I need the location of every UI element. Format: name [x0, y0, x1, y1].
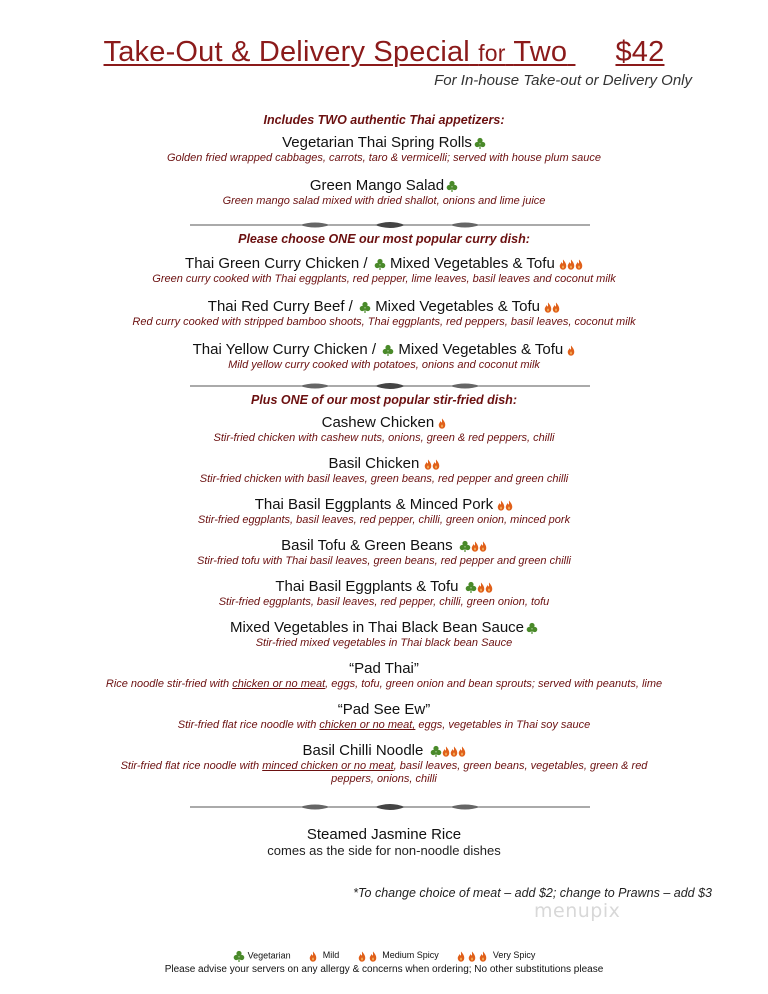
chili-icon — [358, 951, 366, 962]
menu-item — [0, 537, 768, 568]
item-description: Green mango salad mixed with dried shallot, onions and lime juice — [222, 195, 546, 207]
item-description: Red curry cooked with stripped bamboo shoots, Thai eggplants, red peppers, basil leaves, coconut milk — [132, 316, 636, 329]
menu-item — [0, 742, 768, 786]
desc-underlined: chicken or no meat, — [319, 719, 416, 732]
legend-label: Very Spicy — [492, 950, 536, 961]
item-name: Cashew Chicken — [321, 414, 435, 431]
item-name: Vegetarian Thai Spring Rolls — [282, 134, 472, 151]
menu-item — [0, 619, 768, 650]
title-price: $42 — [615, 36, 665, 68]
vegetarian-icon — [233, 950, 245, 962]
vegetarian-icon — [382, 344, 394, 356]
spice-level — [424, 455, 440, 473]
menu-item — [0, 455, 768, 486]
chili-icon — [438, 418, 446, 429]
legend-label: Mild — [322, 950, 340, 961]
item-name-meat: Thai Green Curry Chicken / — [185, 255, 368, 272]
desc-text: , basil leaves, green beans, vegetables, green & red — [393, 760, 648, 773]
legend-label: Medium Spicy — [382, 950, 439, 961]
desc-text: Stir-fried flat rice noodle with — [177, 719, 320, 732]
page-title — [0, 36, 768, 69]
chili-icon — [485, 582, 493, 593]
chili-icon — [457, 950, 490, 961]
chili-icon — [559, 259, 567, 270]
vegetarian-icon — [374, 258, 386, 270]
footer-note: Please advise your servers on any allergy & concerns when ordering; No other substitutions please — [164, 964, 604, 975]
chili-icon — [575, 259, 583, 270]
spice-level — [477, 578, 493, 596]
title-main: Take-Out & Delivery Special — [103, 36, 470, 68]
item-description — [0, 678, 768, 691]
rice-section — [0, 826, 768, 858]
desc-text: Stir-fried flat rice noodle with — [120, 760, 263, 773]
chili-icon — [479, 951, 487, 962]
chili-icon — [432, 459, 440, 470]
legend-medium — [358, 950, 439, 961]
chili-icon — [369, 951, 377, 962]
curry-section — [0, 231, 768, 372]
desc-text: eggs, vegetables in Thai soy sauce — [415, 719, 591, 732]
spice-level — [544, 298, 560, 316]
menu-item — [0, 298, 768, 329]
vegetarian-icon — [446, 180, 458, 192]
stirfry-section — [0, 392, 768, 786]
item-name: Basil Chilli Noodle — [302, 742, 424, 760]
menu-item — [0, 341, 768, 372]
vegetarian-icon — [465, 581, 477, 593]
vegetarian-icon — [474, 137, 486, 149]
menu-item — [0, 701, 768, 732]
watermark: menupix — [534, 900, 621, 922]
spice-level — [559, 255, 583, 273]
curry-heading: Please choose ONE our most popular curry dish: — [238, 232, 530, 246]
item-description — [0, 719, 768, 732]
item-description: Stir-fried mixed vegetables in Thai black bean Sauce — [255, 637, 513, 650]
chili-icon — [424, 459, 432, 470]
item-description: Stir-fried eggplants, basil leaves, red pepper, chilli, green onion, tofu — [218, 596, 550, 609]
stirfry-heading: Plus ONE of our most popular stir-fried dish: — [251, 393, 517, 407]
spice-level — [442, 742, 466, 760]
item-description: Golden fried wrapped cabbages, carrots, taro & vermicelli; served with house plum sauce — [166, 152, 602, 164]
chili-icon — [358, 950, 380, 961]
chili-icon — [567, 259, 575, 270]
vegetarian-icon — [526, 622, 538, 634]
vegetarian-icon — [359, 301, 371, 313]
desc-text: , eggs, tofu, green onion and bean sprouts; served with peanuts, lime — [325, 678, 663, 691]
legend-label: Vegetarian — [247, 950, 291, 961]
vegetarian-icon — [430, 745, 442, 757]
chili-icon — [309, 951, 317, 962]
menu-item — [0, 134, 768, 165]
item-name: “Pad Thai” — [349, 660, 419, 678]
desc-text: peppers, onions, chilli — [331, 773, 437, 786]
rice-description: comes as the side for non-noodle dishes — [267, 843, 501, 858]
desc-text: Rice noodle stir-fried with — [105, 678, 233, 691]
item-name-meat: Thai Red Curry Beef / — [207, 298, 353, 316]
item-name-veg: Mixed Vegetables & Tofu — [398, 341, 564, 359]
menu-item — [0, 177, 768, 208]
chili-icon — [458, 746, 466, 757]
item-name-veg: Mixed Vegetables & Tofu — [389, 255, 555, 272]
item-name-meat: Thai Yellow Curry Chicken / — [192, 341, 377, 359]
ornament-divider — [190, 220, 590, 230]
item-name: Basil Tofu & Green Beans — [281, 537, 453, 555]
chili-icon — [442, 746, 450, 757]
chili-icon — [552, 302, 560, 313]
spice-level — [497, 496, 513, 514]
chili-icon — [479, 541, 487, 552]
desc-underlined: minced chicken or no meat — [262, 760, 394, 773]
ornament-divider — [190, 802, 590, 812]
chili-icon — [544, 302, 552, 313]
item-name: Basil Chicken — [328, 455, 420, 473]
vegetarian-icon — [459, 540, 471, 552]
chili-icon — [450, 746, 458, 757]
item-name: “Pad See Ew” — [337, 701, 431, 719]
appetizer-section — [0, 112, 768, 208]
chili-icon — [477, 582, 485, 593]
spice-level — [438, 414, 446, 432]
chili-icon — [457, 951, 465, 962]
chili-icon — [497, 500, 505, 511]
item-description: Mild yellow curry cooked with potatoes, onions and coconut milk — [228, 359, 540, 372]
item-description: Stir-fried chicken with cashew nuts, onions, green & red peppers, chilli — [213, 432, 555, 445]
substitution-note: *To change choice of meat – add $2; change to Prawns – add $3 — [353, 886, 712, 900]
legend-very — [457, 950, 535, 961]
item-description — [0, 760, 768, 786]
menu-item — [0, 660, 768, 691]
item-name: Mixed Vegetables in Thai Black Bean Sauce — [229, 619, 525, 637]
legend-mild — [309, 950, 339, 961]
legend — [0, 950, 768, 962]
title-for: for — [478, 40, 506, 66]
chili-icon — [309, 950, 320, 961]
appetizer-heading: Includes TWO authentic Thai appetizers: — [263, 113, 505, 127]
item-description: Stir-fried tofu with Thai basil leaves, green beans, red pepper and green chilli — [196, 555, 571, 568]
chili-icon — [471, 541, 479, 552]
item-name: Thai Basil Eggplants & Tofu — [275, 578, 459, 596]
item-description: Stir-fried eggplants, basil leaves, red pepper, chilli, green onion, minced pork — [197, 514, 571, 527]
item-name: Thai Basil Eggplants & Minced Pork — [254, 496, 494, 514]
desc-underlined: chicken or no meat — [232, 678, 326, 691]
item-name-veg: Mixed Vegetables & Tofu — [375, 298, 541, 316]
menu-item — [0, 578, 768, 609]
subtitle: For In-house Take-out or Delivery Only — [434, 72, 692, 89]
item-description: Green curry cooked with Thai eggplants, red pepper, lime leaves, basil leaves and coconut milk — [152, 273, 616, 286]
spice-level — [471, 537, 487, 555]
menu-item — [0, 496, 768, 527]
chili-icon — [468, 951, 476, 962]
ornament-divider — [190, 381, 590, 391]
item-description: Stir-fried chicken with basil leaves, green beans, red pepper and green chilli — [199, 473, 569, 486]
spice-level — [567, 341, 575, 359]
legend-vegetarian — [233, 950, 291, 962]
item-name: Green Mango Salad — [309, 177, 445, 194]
menu-item — [0, 255, 768, 286]
chili-icon — [505, 500, 513, 511]
title-two: Two — [513, 36, 568, 68]
rice-name: Steamed Jasmine Rice — [306, 826, 462, 843]
menu-item — [0, 414, 768, 445]
chili-icon — [567, 345, 575, 356]
